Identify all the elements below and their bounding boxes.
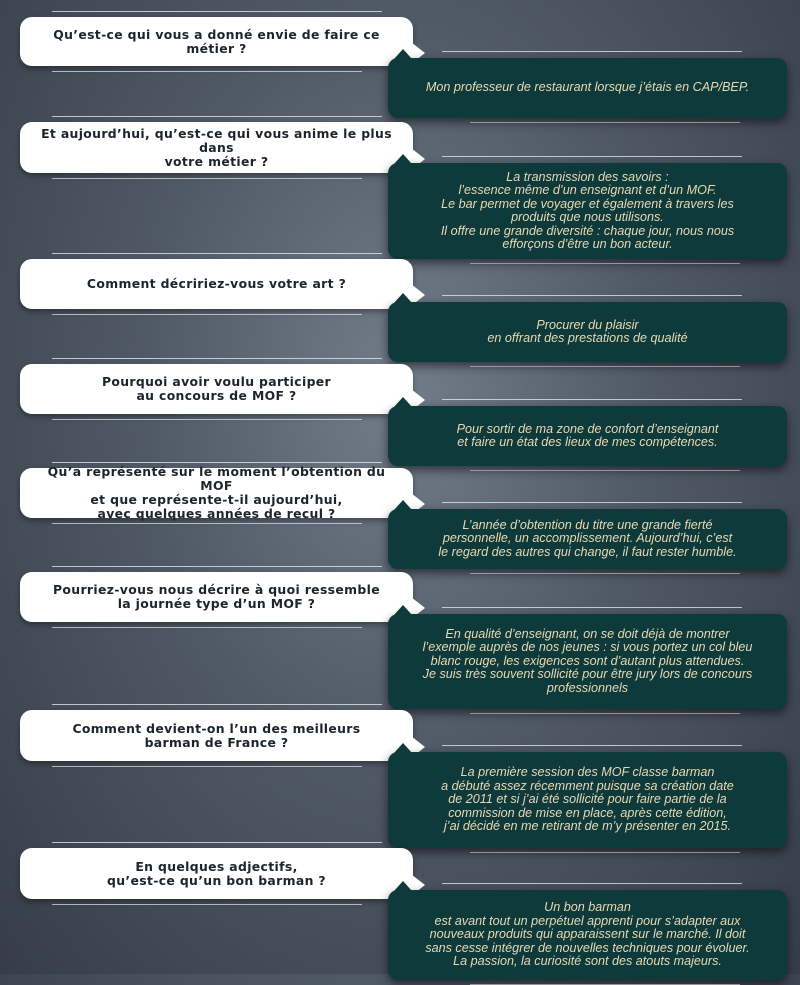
divider-line (52, 419, 362, 420)
divider-line (52, 704, 382, 705)
question-bubble (20, 848, 413, 899)
divider-line (52, 253, 382, 254)
question-text: Pourriez-vous nous décrire à quoi ressemble la journée type d’un MOF ? (53, 582, 380, 611)
question-bubble (20, 17, 413, 66)
divider-line (52, 358, 382, 359)
answer-bubble (388, 752, 787, 848)
question-text: Pourquoi avoir voulu participer au concours de MOF ? (101, 374, 332, 403)
divider-line (52, 71, 362, 72)
divider-line (52, 178, 362, 179)
answer-text: En qualité d’enseignant, on se doit déjà de montrer l’exemple auprès de nos jeunes : si vous portez un col bleu blanc rouge, les exigences sont d’autant plus attendues. Je suis très souvent sollicité pour être jury lors de concours professionnels (422, 626, 753, 695)
question-text: Qu’est-ce qui vous a donné envie de faire ce métier ? (53, 26, 380, 56)
question-bubble (20, 710, 413, 761)
answer-text: Mon professeur de restaurant lorsque j’étais en CAP/BEP. (425, 80, 750, 95)
answer-bubble (388, 302, 787, 362)
question-bubble (20, 122, 413, 173)
divider-line (52, 566, 382, 567)
answer-bubble (388, 890, 787, 980)
divider-line (442, 502, 742, 503)
divider-line (52, 766, 362, 767)
answer-text: Pour sortir de ma zone de confort d’enseignant et faire un état des lieux de mes compétences. (456, 421, 719, 449)
answer-bubble (388, 509, 787, 569)
question-text: Comment décririez-vous votre art ? (86, 276, 347, 291)
answer-bubble (388, 614, 787, 709)
question-text: Qu’a représenté sur le moment l’obtention du MOF et que représente-t-il aujourd’hui, avec quelques années de recul ? (47, 464, 386, 521)
divider-line (470, 122, 740, 123)
answer-text: La première session des MOF classe barman a débuté assez récemment puisque sa création date de 2011 et si j’ai été sollicité pour faire partie de la commission de mise en place, après cette édition, j’ai décidé en me retirant de m’y présenter en 2015. (441, 765, 734, 834)
question-bubble (20, 464, 413, 521)
question-bubble (20, 572, 413, 622)
question-text: En quelques adjectifs, qu’est-ce qu’un bon barman ? (107, 858, 326, 888)
answer-text: L’année d’obtention du titre une grande fierté personnelle, un accomplissement. Aujourd’hui, c’est le regard des autres qui change, il faut rester humble. (438, 517, 737, 559)
divider-line (470, 852, 740, 853)
divider-line (442, 156, 742, 157)
answer-bubble (388, 58, 787, 118)
divider-line (470, 573, 740, 574)
answer-bubble (388, 406, 787, 466)
divider-line (52, 842, 382, 843)
divider-line (52, 462, 382, 463)
divider-line (442, 51, 742, 52)
divider-line (470, 366, 740, 367)
question-bubble (20, 259, 413, 309)
divider-line (442, 607, 742, 608)
divider-line (52, 116, 382, 117)
divider-line (442, 883, 742, 884)
divider-line (470, 263, 740, 264)
divider-line (52, 904, 362, 905)
question-bubble (20, 364, 413, 414)
divider-line (442, 745, 742, 746)
divider-line (52, 314, 362, 315)
answer-bubble (388, 163, 787, 259)
divider-line (470, 470, 740, 471)
question-text: Et aujourd’hui, qu’est-ce qui vous anime le plus dans votre métier ? (41, 125, 392, 169)
divider-line (52, 523, 362, 524)
answer-text: La transmission des savoirs : l’essence même d’un enseignant et d’un MOF. Le bar permet de voyager et également à travers les produits que nous utilisons. Il offre une grande diversité : chaque jour, nous nous efforçons d’être un bon acteur. (440, 169, 735, 251)
question-text: Comment devient-on l’un des meilleurs barman de France ? (72, 720, 361, 750)
divider-line (442, 295, 742, 296)
divider-line (470, 713, 740, 714)
divider-line (52, 627, 362, 628)
divider-line (52, 11, 382, 12)
answer-text: Procurer du plaisir en offrant des prestations de qualité (487, 317, 688, 345)
divider-line (442, 399, 742, 400)
answer-text: Un bon barman est avant tout un perpétuel apprenti pour s’adapter aux nouveaux produits qui apparaissent sur le marché. Il doit sans cesse intégrer de nouvelles techniques pour évoluer. La passion, la curiosité sont des atouts majeurs. (425, 900, 750, 969)
